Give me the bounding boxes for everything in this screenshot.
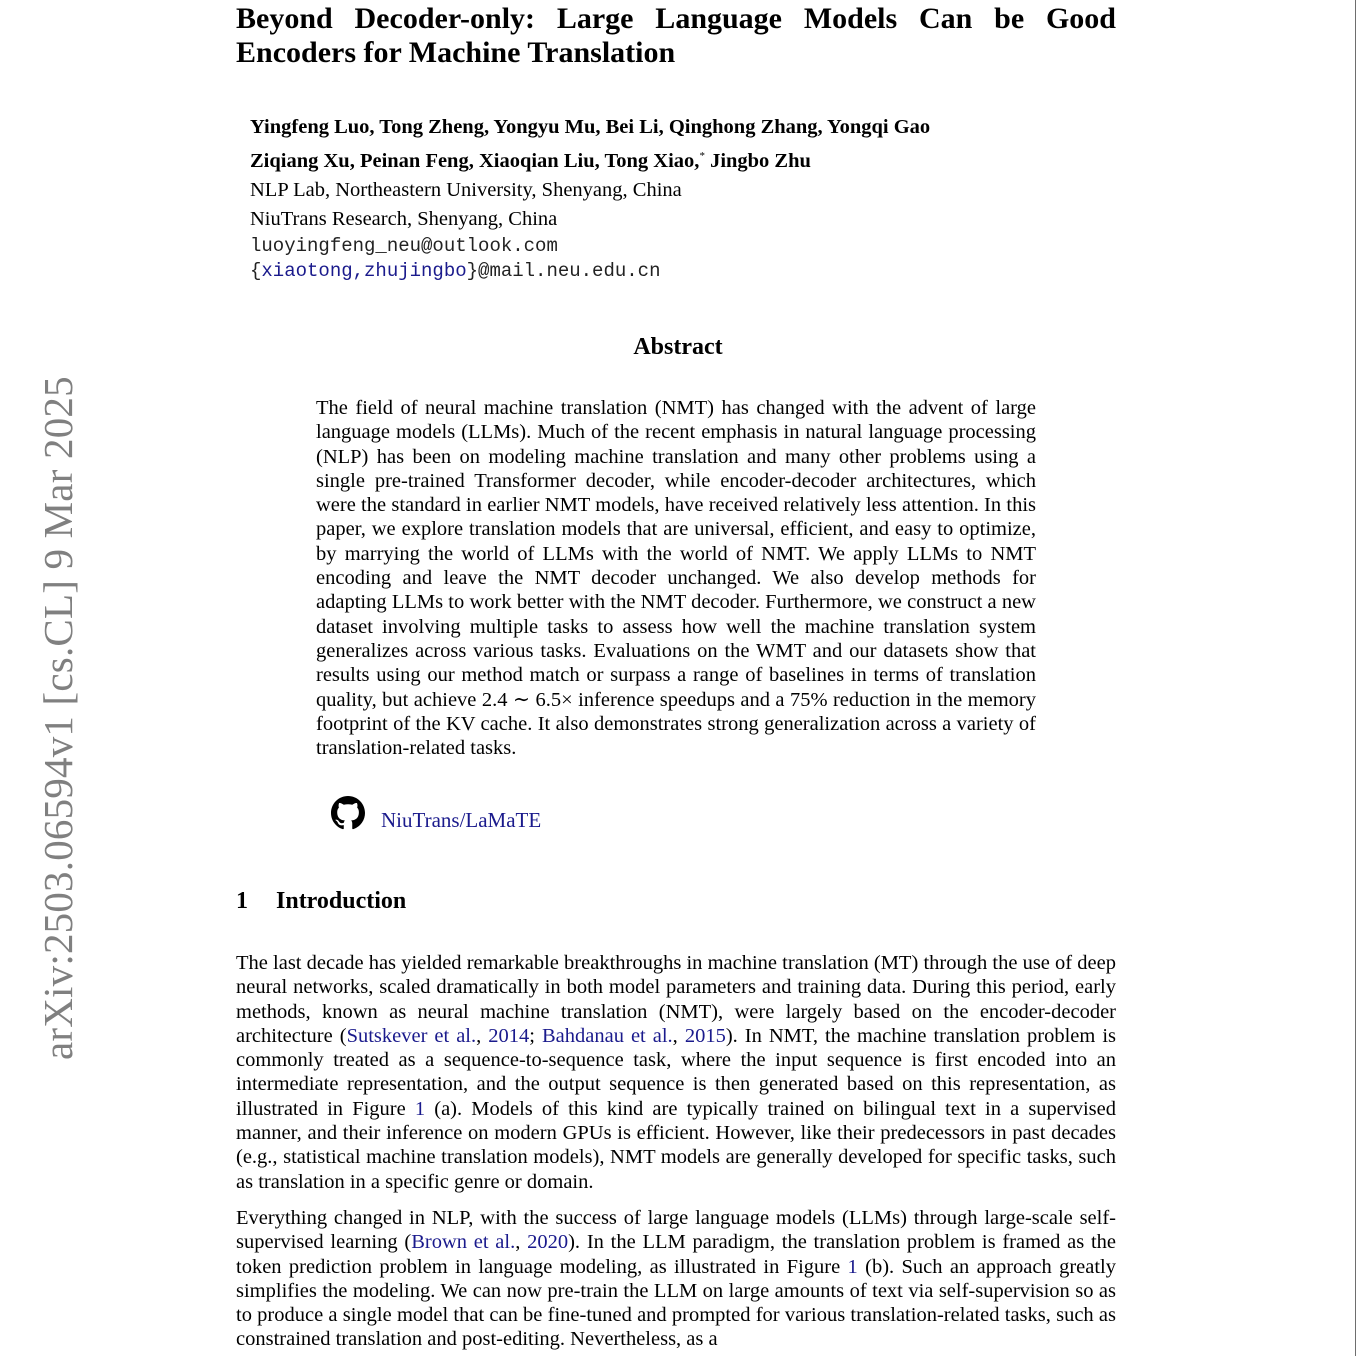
author-list-line-1: Yingfeng Luo, Tong Zheng, Yongyu Mu, Bei Li, Qinghong Zhang, Yongqi Gao — [250, 116, 931, 138]
citation-bahdanau-year[interactable]: 2015 — [684, 1024, 726, 1047]
email-names-link[interactable]: xiaotong,zhujingbo — [261, 260, 467, 282]
figure-reference[interactable]: 1 — [414, 1097, 426, 1120]
abstract-text: The field of neural machine translation (NMT) has changed with the advent of large language models (LLMs). Much of the recent emphasis in natural language processing (NLP) has been on modeling machine translation and many other problems using a single pre-trained Transformer decoder, while encoder-decoder architectures, which were the standard in earlier NMT models, have received relatively less attention. In this paper, we explore translation models that are universal, efficient, and easy to optimize, by marrying the world of LLMs with the world of NMT. We apply LLMs to NMT encoding and leave the NMT decoder unchanged. We also develop methods for adapting LLMs to work better with the NMT decoder. Furthermore, we construct a new dataset involving multiple tasks to assess how well the machine translation system generalizes across various tasks. Evaluations on the WMT and our datasets show that results using our method match or surpass a range of baselines in terms of translation quality, but achieve 2.4 ∼ 6.5× inference speedups and a 75% reduction in the memory footprint of the KV cache. It also demonstrates strong generalization across a variety of translation-related tasks. — [316, 397, 1036, 760]
title-line-2: Encoders for Machine Translation — [236, 36, 676, 69]
author-names: Ziqiang Xu, Peinan Feng, Xiaoqian Liu, Tong Xiao, — [250, 150, 700, 172]
text: (a). Models of this kind are typically trained on bilingual text in a supervised manner, and their inference on modern GPUs is efficient. However, like their predecessors in past decades (e.g., statistical machine translation models), NMT models are generally developed for specific tasks, such as translation in a specific genre or domain. — [236, 1097, 1117, 1193]
paper-title — [236, 2, 1116, 70]
section-number: 1 — [236, 888, 248, 914]
email-1: luoyingfeng_neu@outlook.com — [250, 235, 558, 257]
section-heading-introduction — [236, 888, 406, 915]
repo-link-text[interactable]: NiuTrans/LaMaTE — [381, 808, 542, 832]
abstract-heading: Abstract — [633, 334, 723, 360]
email-2 — [250, 259, 930, 284]
intro-paragraph-2: Everything changed in NLP, with the success of large language models (LLMs) through large-scale self-supervised learning (Brown et al., 2020). In the LLM paradigm, the translation problem is framed as the token prediction problem in language modeling, as illustrated in Figure 1 (b). Such an approach greatly simplifies the modeling. We can now pre-train the LLM on large amounts of text via self-supervision so as to produce a single model that can be fine-tuned and prompted for various translation-related tasks, such as constrained translation and post-editing. Nevertheless, as a — [236, 1207, 1117, 1351]
author-names: Jingbo Zhu — [704, 150, 811, 172]
intro-paragraph-1: The last decade has yielded remarkable breakthroughs in machine translation (MT) through the use of deep neural networks, scaled dramatically in both model parameters and training data. During this period, early methods, known as neural machine translation (NMT), were largely based on the encoder-decoder architecture (Sutskever et al., 2014; Bahdanau et al., 2015). In NMT, the machine translation problem is commonly treated as a sequence-to-sequence task, where the input sequence is first encoded into an intermediate representation, and the output sequence is then generated based on this representation, as illustrated in Figure 1 (a). Models of this kind are typically trained on bilingual text in a supervised manner, and their inference on modern GPUs is efficient. However, like their predecessors in past decades (e.g., statistical machine translation models), NMT models are generally developed for specific tasks, such as translation in a specific genre or domain. — [236, 952, 1117, 1193]
text: ). In the LLM paradigm, the translation problem is framed as the token prediction problem in language modeling, as illustrated in Figure — [236, 1231, 1117, 1278]
citation-brown-year[interactable]: 2020 — [527, 1231, 569, 1254]
text: The last decade has yielded remarkable breakthroughs in machine translation (MT) through the use of deep neural networks, scaled dramatically in both model parameters and training data. During this period, early methods, known as neural machine translation (NMT), were largely based on the encoder-decoder architecture ( — [236, 952, 1116, 1047]
citation-sutskever[interactable]: Sutskever et al. — [346, 1024, 477, 1047]
arxiv-identifier-stamp: arXiv:2503.06594v1 [cs.CL] 9 Mar 2025 — [35, 376, 81, 1060]
affiliation-1: NLP Lab, Northeastern University, Shenyang, China — [250, 179, 682, 201]
section-title: Introduction — [276, 888, 407, 914]
figure-reference[interactable]: 1 — [847, 1255, 858, 1278]
author-block — [250, 113, 930, 284]
citation-brown[interactable]: Brown et al. — [411, 1231, 516, 1254]
citation-sutskever-year[interactable]: 2014 — [488, 1024, 530, 1047]
affiliation-2: NiuTrans Research, Shenyang, China — [250, 208, 558, 230]
github-icon — [331, 796, 365, 835]
citation-bahdanau[interactable]: Bahdanau et al. — [541, 1024, 673, 1047]
email-domain: }@mail.neu.edu.cn — [466, 260, 661, 282]
text: (b). Such an approach greatly simplifies the modeling. We can now pre-train the LLM on large amounts of text via self-supervision so as to produce a single model that can be fine-tuned and prompted for various translation-related tasks, such as constrained translation and post-editing. Nevertheless, as a — [236, 1255, 1116, 1351]
corresponding-author-mark: * — [699, 150, 705, 162]
text: ). In NMT, the machine translation problem is commonly treated as a sequence-to-sequence task, where the input sequence is first encoded into an intermediate representation, and the output sequence is then generated based on this representation, as illustrated in Figure — [236, 1024, 1117, 1120]
brace: { — [250, 260, 262, 282]
author-list-line-2 — [250, 142, 930, 176]
repository-link[interactable] — [331, 796, 541, 835]
title-line-1: Beyond Decoder-only: Large Language Models Can be Good — [236, 2, 1116, 35]
text: Everything changed in NLP, with the success of large language models (LLMs) through large-scale self-supervised learning ( — [236, 1207, 1116, 1254]
